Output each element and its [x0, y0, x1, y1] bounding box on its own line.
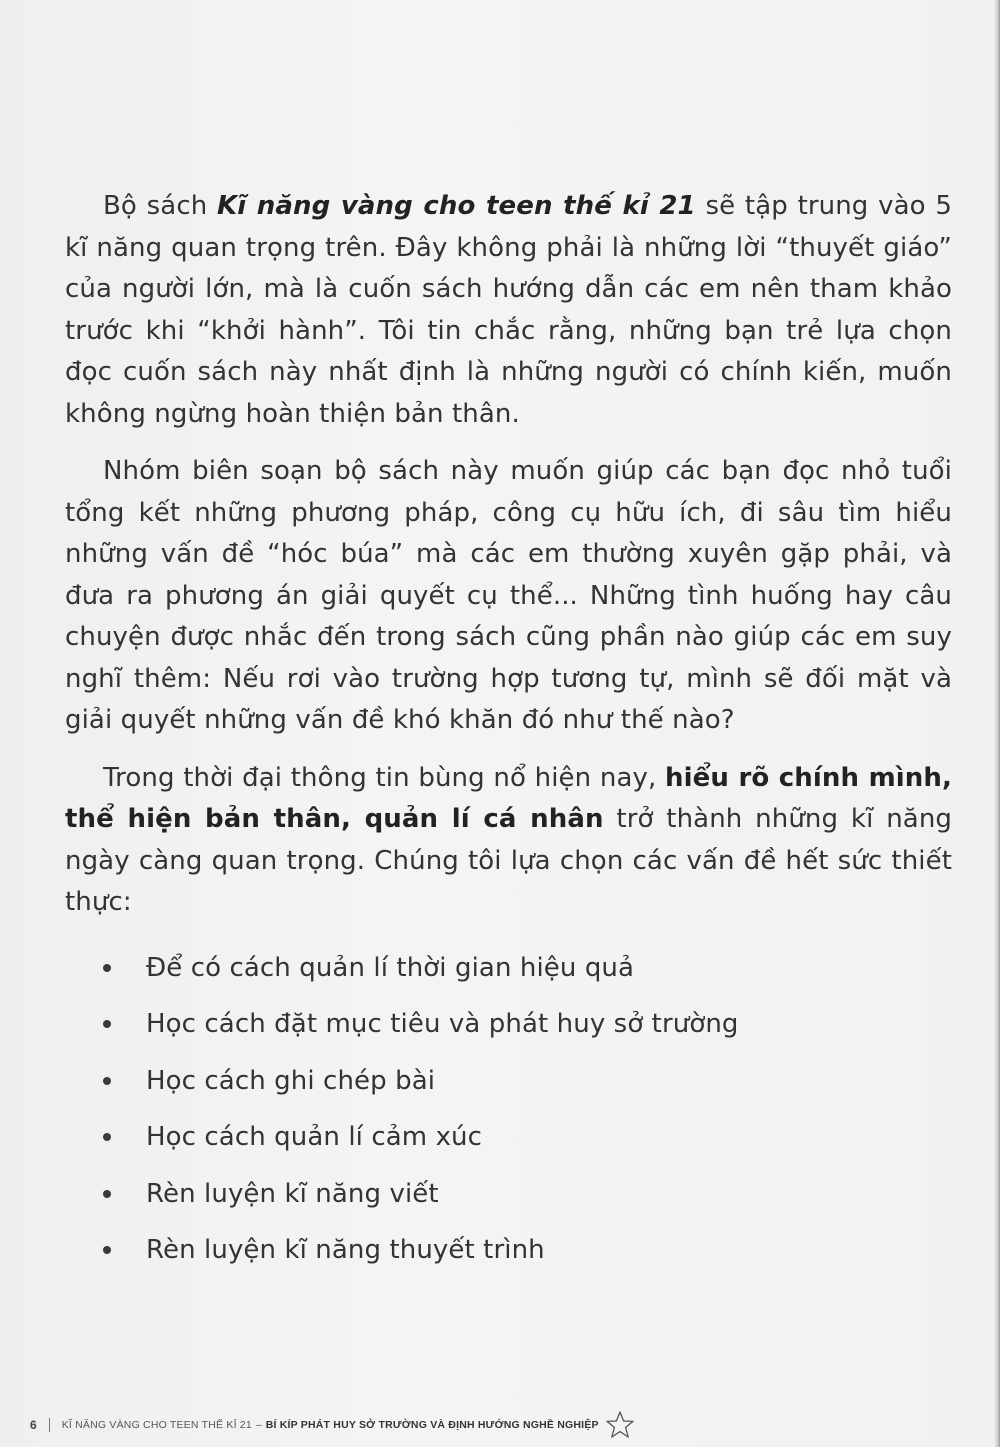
list-item-text: Học cách quản lí cảm xúc — [146, 1122, 483, 1152]
bullet-dot-icon — [103, 1246, 111, 1254]
bullet-dot-icon — [103, 1133, 111, 1141]
page-footer — [30, 1413, 635, 1437]
paragraph-1 — [65, 186, 952, 435]
list-item — [65, 996, 952, 1053]
list-item-text: Rèn luyện kĩ năng thuyết trình — [146, 1235, 545, 1265]
body-text — [65, 186, 952, 1279]
paragraph-3-intro: Trong thời đại thông tin bùng nổ hiện nay, — [103, 762, 666, 793]
list-item-text: Học cách ghi chép bài — [146, 1065, 436, 1096]
paragraph-3 — [65, 758, 952, 924]
list-item — [65, 1109, 952, 1166]
key-skills-emphasis: hiểu rõ chính mình, thể hiện bản thân, quản lí cá nhân — [65, 762, 953, 834]
footer-series-title: KĨ NĂNG VÀNG CHO TEEN THẾ KỈ 21 — [61, 1419, 252, 1431]
list-item-text: Rèn luyện kĩ năng viết — [146, 1178, 439, 1209]
bullet-dot-icon — [103, 1020, 111, 1028]
footer-divider — [49, 1418, 50, 1432]
list-item-text: Để có cách quản lí thời gian hiệu quả — [146, 952, 635, 983]
footer-dash: – — [255, 1419, 262, 1431]
footer-book-title: BÍ KÍP PHÁT HUY SỞ TRƯỜNG VÀ ĐỊNH HƯỚNG NGHỀ NGHIỆP — [265, 1419, 599, 1431]
bullet-dot-icon — [103, 964, 111, 972]
list-item — [65, 1053, 952, 1110]
page-edge-shadow — [994, 0, 1000, 1447]
page-number: 6 — [30, 1418, 37, 1432]
paragraph-2: Nhóm biên soạn bộ sách này muốn giúp các bạn đọc nhỏ tuổi tổng kết những phương pháp, công cụ hữu ích, đi sâu tìm hiểu những vấn đề “hóc búa” mà các em thường xuyên gặp phải, và đưa ra phương án giải quyết cụ thể... Những tình huống hay câu chuyện được nhắc đến trong sách cũng phần nào giúp các em suy nghĩ thêm: Nếu rơi vào trường hợp tương tự, mình sẽ đối mặt và giải quyết những vấn đề khó khăn đó như thế nào? — [65, 456, 952, 735]
list-item — [65, 1166, 952, 1223]
list-item — [65, 940, 952, 997]
list-item — [65, 1222, 952, 1279]
paragraph-1-rest: sẽ tập trung vào 5 kĩ năng quan trọng trên. Đây không phải là những lời “thuyết giáo” của người lớn, mà là cuốn sách hướng dẫn các em nên tham khảo trước khi “khởi hành”. Tôi tin chắc rằng, những bạn trẻ lựa chọn đọc cuốn sách này nhất định là những người có chính kiến, muốn không ngừng hoàn thiện bản thân. — [65, 191, 953, 429]
list-item-text: Học cách đặt mục tiêu và phát huy sở trường — [146, 1009, 739, 1039]
book-series-title: Kĩ năng vàng cho teen thế kỉ 21 — [217, 191, 696, 221]
bullet-dot-icon — [103, 1077, 111, 1085]
topic-list — [65, 940, 952, 1279]
star-outline-icon — [605, 1410, 635, 1440]
paragraph-1-intro: Bộ sách — [103, 191, 218, 221]
bullet-dot-icon — [103, 1190, 111, 1198]
paragraph-3-rest: trở thành những kĩ năng ngày càng quan trọng. Chúng tôi lựa chọn các vấn đề hết sức thiết thực: — [65, 804, 952, 917]
